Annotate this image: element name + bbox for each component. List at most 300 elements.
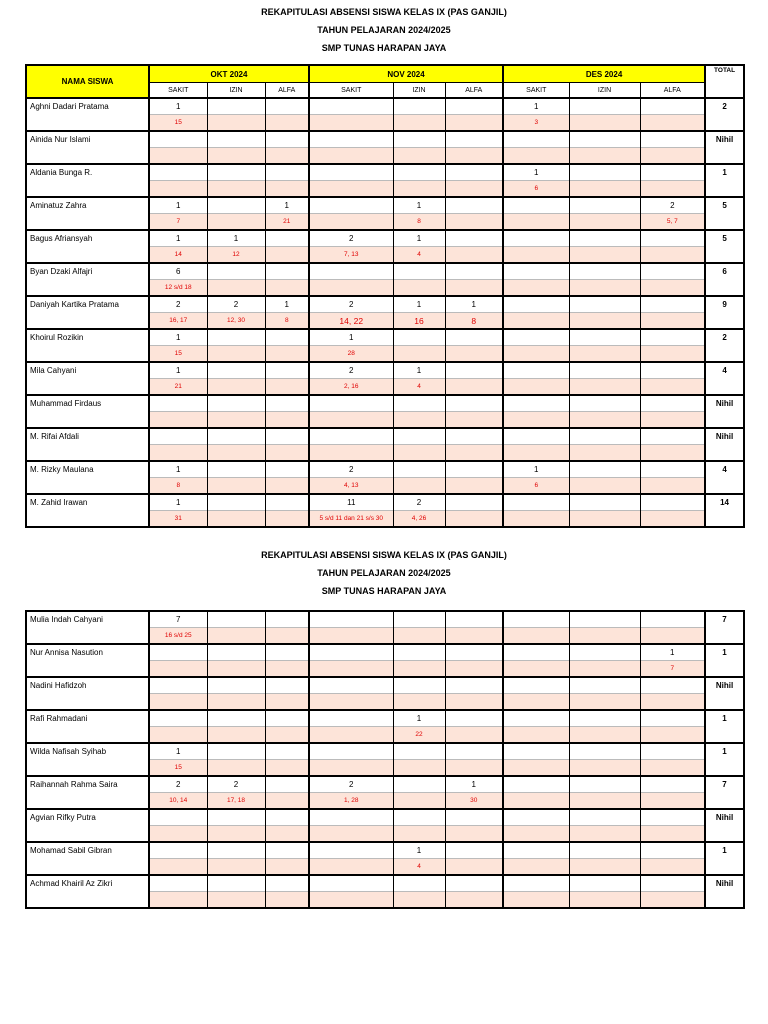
count-cell: [265, 395, 309, 412]
date-cell: [640, 247, 705, 264]
count-cell: [569, 362, 640, 379]
month-header-des: DES 2024: [503, 65, 705, 83]
count-cell: [309, 164, 393, 181]
count-cell: [265, 677, 309, 694]
count-cell: [207, 494, 265, 511]
date-cell: [569, 628, 640, 645]
total-cell: 5: [705, 230, 744, 263]
date-cell: [569, 694, 640, 711]
count-cell: [569, 611, 640, 628]
date-cell: [569, 445, 640, 462]
date-cell: 16, 17: [149, 313, 207, 330]
count-cell: [569, 131, 640, 148]
date-cell: [503, 379, 569, 396]
date-cell: [640, 892, 705, 909]
date-cell: [265, 148, 309, 165]
date-cell: [265, 826, 309, 843]
total-cell: 2: [705, 98, 744, 131]
count-cell: [503, 296, 569, 313]
date-cell: [309, 181, 393, 198]
date-cell: [503, 661, 569, 678]
date-cell: [640, 826, 705, 843]
attendance-table-1: [25, 64, 745, 528]
count-cell: [309, 611, 393, 628]
student-row: [26, 428, 744, 445]
date-cell: 4: [393, 379, 445, 396]
date-cell: [309, 859, 393, 876]
date-cell: [149, 148, 207, 165]
count-cell: [569, 329, 640, 346]
date-cell: [207, 859, 265, 876]
date-cell: 8: [393, 214, 445, 231]
count-cell: [640, 809, 705, 826]
date-cell: [265, 478, 309, 495]
date-cell: [503, 412, 569, 429]
count-cell: [265, 875, 309, 892]
date-cell: 30: [445, 793, 503, 810]
count-cell: [207, 611, 265, 628]
date-cell: [207, 445, 265, 462]
student-name: Aminatuz Zahra: [26, 197, 149, 230]
count-cell: [265, 776, 309, 793]
date-cell: [445, 379, 503, 396]
school-year: TAHUN PELAJARAN 2024/2025: [317, 25, 451, 35]
count-cell: [640, 461, 705, 478]
count-cell: 1: [445, 296, 503, 313]
date-cell: [393, 826, 445, 843]
date-cell: [309, 445, 393, 462]
count-cell: [207, 743, 265, 760]
date-cell: [445, 346, 503, 363]
count-cell: [503, 329, 569, 346]
date-cell: [503, 892, 569, 909]
count-cell: [569, 710, 640, 727]
date-cell: [640, 148, 705, 165]
student-row: [26, 875, 744, 892]
count-cell: [393, 611, 445, 628]
student-name: Achmad Khairil Az Zikri: [26, 875, 149, 908]
count-cell: [445, 395, 503, 412]
count-cell: 1: [149, 230, 207, 247]
date-cell: [640, 694, 705, 711]
date-cell: [569, 280, 640, 297]
count-cell: 2: [149, 296, 207, 313]
date-cell: [309, 694, 393, 711]
date-cell: [569, 115, 640, 132]
count-cell: 1: [640, 644, 705, 661]
count-cell: [640, 776, 705, 793]
total-cell: Nihil: [705, 395, 744, 428]
count-cell: [569, 842, 640, 859]
date-cell: [393, 412, 445, 429]
count-cell: [309, 743, 393, 760]
date-cell: [393, 181, 445, 198]
count-cell: [393, 428, 445, 445]
student-name: Wilda Nafisah Syihab: [26, 743, 149, 776]
date-cell: [569, 379, 640, 396]
date-cell: [265, 181, 309, 198]
student-row: [26, 197, 744, 214]
date-cell: [393, 661, 445, 678]
count-cell: [309, 842, 393, 859]
count-cell: [393, 461, 445, 478]
date-cell: [640, 628, 705, 645]
count-cell: [265, 461, 309, 478]
date-cell: [393, 148, 445, 165]
date-cell: 6: [503, 181, 569, 198]
date-cell: [309, 280, 393, 297]
count-cell: [640, 494, 705, 511]
count-cell: 11: [309, 494, 393, 511]
count-cell: [265, 98, 309, 115]
date-cell: 15: [149, 346, 207, 363]
date-cell: 6: [503, 478, 569, 495]
student-row: [26, 296, 744, 313]
date-cell: [445, 628, 503, 645]
count-cell: [393, 776, 445, 793]
date-cell: [265, 280, 309, 297]
report-title: REKAPITULASI ABSENSI SISWA KELAS IX (PAS GANJIL): [261, 7, 507, 17]
count-cell: [207, 131, 265, 148]
count-cell: [207, 329, 265, 346]
count-cell: [569, 461, 640, 478]
date-cell: [207, 892, 265, 909]
count-cell: [569, 197, 640, 214]
count-cell: [149, 428, 207, 445]
date-cell: [309, 892, 393, 909]
date-cell: [207, 511, 265, 528]
count-cell: [503, 230, 569, 247]
date-cell: [207, 346, 265, 363]
date-cell: [569, 892, 640, 909]
count-cell: [309, 428, 393, 445]
date-cell: [207, 412, 265, 429]
count-cell: [265, 263, 309, 280]
total-cell: 4: [705, 461, 744, 494]
student-name: M. Rizky Maulana: [26, 461, 149, 494]
count-cell: [640, 428, 705, 445]
count-cell: [640, 875, 705, 892]
date-cell: [207, 214, 265, 231]
count-cell: [569, 875, 640, 892]
date-cell: [640, 115, 705, 132]
date-cell: [149, 859, 207, 876]
date-cell: [445, 214, 503, 231]
student-name: Mulia Indah Cahyani: [26, 611, 149, 644]
date-cell: [265, 727, 309, 744]
date-cell: [207, 379, 265, 396]
count-cell: [393, 644, 445, 661]
date-cell: [503, 628, 569, 645]
date-cell: [207, 115, 265, 132]
count-cell: 2: [309, 296, 393, 313]
date-cell: [503, 313, 569, 330]
student-row: [26, 461, 744, 478]
date-cell: [207, 661, 265, 678]
date-cell: [309, 412, 393, 429]
total-cell: 1: [705, 164, 744, 197]
count-cell: [503, 677, 569, 694]
count-cell: [265, 809, 309, 826]
count-cell: 6: [149, 263, 207, 280]
date-cell: [207, 628, 265, 645]
count-cell: 1: [393, 842, 445, 859]
count-cell: [393, 809, 445, 826]
count-cell: [309, 809, 393, 826]
date-cell: [309, 214, 393, 231]
date-cell: 8: [445, 313, 503, 330]
date-cell: [569, 826, 640, 843]
count-cell: [503, 494, 569, 511]
date-cell: [445, 826, 503, 843]
subheader-izin: IZIN: [569, 83, 640, 99]
month-header-okt: OKT 2024: [149, 65, 309, 83]
count-cell: 1: [309, 329, 393, 346]
count-cell: [640, 98, 705, 115]
count-cell: [503, 644, 569, 661]
date-cell: [309, 628, 393, 645]
count-cell: [149, 809, 207, 826]
date-cell: 2, 16: [309, 379, 393, 396]
student-row: [26, 644, 744, 661]
date-cell: [265, 661, 309, 678]
date-cell: [640, 859, 705, 876]
count-cell: 2: [149, 776, 207, 793]
date-cell: [445, 115, 503, 132]
date-cell: [207, 478, 265, 495]
count-cell: [265, 164, 309, 181]
date-cell: [569, 760, 640, 777]
count-cell: [640, 710, 705, 727]
date-cell: 15: [149, 760, 207, 777]
student-name: Byan Dzaki Alfajri: [26, 263, 149, 296]
count-cell: [640, 131, 705, 148]
count-cell: [265, 842, 309, 859]
student-row: [26, 494, 744, 511]
date-cell: [503, 793, 569, 810]
date-cell: [265, 859, 309, 876]
report-title: REKAPITULASI ABSENSI SISWA KELAS IX (PAS GANJIL): [261, 550, 507, 560]
date-cell: [445, 247, 503, 264]
count-cell: [569, 677, 640, 694]
total-cell: 6: [705, 263, 744, 296]
date-cell: 22: [393, 727, 445, 744]
count-cell: [445, 710, 503, 727]
count-cell: [207, 677, 265, 694]
count-cell: 2: [640, 197, 705, 214]
student-row: [26, 842, 744, 859]
date-cell: [265, 346, 309, 363]
count-cell: [265, 428, 309, 445]
count-cell: 1: [265, 296, 309, 313]
count-cell: 1: [149, 494, 207, 511]
date-cell: [393, 892, 445, 909]
date-cell: 16: [393, 313, 445, 330]
date-cell: 17, 18: [207, 793, 265, 810]
subheader-sakit: SAKIT: [503, 83, 569, 99]
student-name: Raihannah Rahma Saira: [26, 776, 149, 809]
date-cell: [265, 760, 309, 777]
student-name: M. Rifai Afdali: [26, 428, 149, 461]
date-cell: 12 s/d 18: [149, 280, 207, 297]
count-cell: 1: [149, 362, 207, 379]
count-cell: [265, 611, 309, 628]
count-cell: 1: [393, 362, 445, 379]
date-cell: 12, 30: [207, 313, 265, 330]
count-cell: [393, 98, 445, 115]
date-cell: [393, 760, 445, 777]
column-header-name: NAMA SISWA: [26, 65, 149, 98]
date-cell: [569, 478, 640, 495]
count-cell: 1: [393, 230, 445, 247]
total-cell: 1: [705, 842, 744, 875]
date-cell: [445, 280, 503, 297]
date-cell: [309, 727, 393, 744]
date-cell: [445, 694, 503, 711]
date-cell: 31: [149, 511, 207, 528]
date-cell: [149, 727, 207, 744]
date-cell: [393, 445, 445, 462]
count-cell: [149, 710, 207, 727]
total-cell: 5: [705, 197, 744, 230]
column-header-total: TOTAL: [705, 65, 744, 98]
date-cell: [393, 694, 445, 711]
count-cell: [265, 131, 309, 148]
date-cell: [503, 760, 569, 777]
count-cell: [640, 329, 705, 346]
count-cell: [640, 743, 705, 760]
count-cell: [569, 494, 640, 511]
date-cell: [569, 511, 640, 528]
date-cell: [503, 148, 569, 165]
date-cell: [309, 148, 393, 165]
date-cell: [445, 412, 503, 429]
date-cell: [265, 412, 309, 429]
student-name: Muhammad Firdaus: [26, 395, 149, 428]
total-cell: 7: [705, 776, 744, 809]
count-cell: 2: [393, 494, 445, 511]
date-cell: 7, 13: [309, 247, 393, 264]
count-cell: [309, 677, 393, 694]
count-cell: 1: [503, 461, 569, 478]
date-cell: [569, 727, 640, 744]
subheader-izin: IZIN: [393, 83, 445, 99]
count-cell: 2: [207, 296, 265, 313]
date-cell: [149, 181, 207, 198]
date-cell: 21: [265, 214, 309, 231]
count-cell: [569, 428, 640, 445]
school-year: TAHUN PELAJARAN 2024/2025: [317, 568, 451, 578]
date-cell: [569, 859, 640, 876]
student-name: Agvian Rifky Putra: [26, 809, 149, 842]
date-cell: [445, 859, 503, 876]
month-header-nov: NOV 2024: [309, 65, 503, 83]
count-cell: [569, 776, 640, 793]
count-cell: [393, 329, 445, 346]
date-cell: [393, 115, 445, 132]
student-row: [26, 98, 744, 115]
count-cell: [445, 677, 503, 694]
date-cell: 4, 13: [309, 478, 393, 495]
subheader-alfa: ALFA: [640, 83, 705, 99]
count-cell: [149, 395, 207, 412]
date-cell: [503, 280, 569, 297]
student-row: [26, 131, 744, 148]
count-cell: 1: [445, 776, 503, 793]
date-cell: [640, 793, 705, 810]
date-cell: [149, 445, 207, 462]
date-cell: [569, 313, 640, 330]
attendance-table-2: [25, 610, 745, 909]
date-cell: [149, 412, 207, 429]
total-cell: Nihil: [705, 809, 744, 842]
count-cell: [309, 395, 393, 412]
count-cell: [503, 842, 569, 859]
count-cell: [207, 98, 265, 115]
student-row: [26, 263, 744, 280]
count-cell: [640, 677, 705, 694]
count-cell: [393, 263, 445, 280]
date-cell: [207, 181, 265, 198]
count-cell: 1: [149, 743, 207, 760]
date-cell: [265, 793, 309, 810]
count-cell: [445, 131, 503, 148]
count-cell: [640, 164, 705, 181]
date-cell: [149, 694, 207, 711]
count-cell: 1: [149, 197, 207, 214]
total-cell: Nihil: [705, 875, 744, 908]
date-cell: 21: [149, 379, 207, 396]
date-cell: 12: [207, 247, 265, 264]
date-cell: [503, 511, 569, 528]
count-cell: [569, 98, 640, 115]
school-name: SMP TUNAS HARAPAN JAYA: [321, 43, 447, 53]
date-cell: [265, 694, 309, 711]
student-name: Bagus Afriansyah: [26, 230, 149, 263]
date-cell: [265, 247, 309, 264]
count-cell: [207, 644, 265, 661]
date-cell: 4, 26: [393, 511, 445, 528]
count-cell: [445, 197, 503, 214]
date-cell: 5 s/d 11 dan 21 s/s 30: [309, 511, 393, 528]
count-cell: [149, 842, 207, 859]
count-cell: [265, 230, 309, 247]
count-cell: 2: [207, 776, 265, 793]
date-cell: [503, 445, 569, 462]
count-cell: [503, 263, 569, 280]
date-cell: [207, 727, 265, 744]
count-cell: [309, 263, 393, 280]
date-cell: 8: [149, 478, 207, 495]
date-cell: [569, 214, 640, 231]
count-cell: [149, 644, 207, 661]
date-cell: 7: [149, 214, 207, 231]
date-cell: [393, 280, 445, 297]
count-cell: 1: [207, 230, 265, 247]
date-cell: [445, 760, 503, 777]
student-name: Aldania Bunga R.: [26, 164, 149, 197]
date-cell: [640, 313, 705, 330]
date-cell: [640, 445, 705, 462]
total-cell: 2: [705, 329, 744, 362]
date-cell: [640, 346, 705, 363]
count-cell: [640, 362, 705, 379]
count-cell: [207, 263, 265, 280]
count-cell: [445, 842, 503, 859]
student-row: [26, 230, 744, 247]
count-cell: [265, 644, 309, 661]
count-cell: [569, 644, 640, 661]
